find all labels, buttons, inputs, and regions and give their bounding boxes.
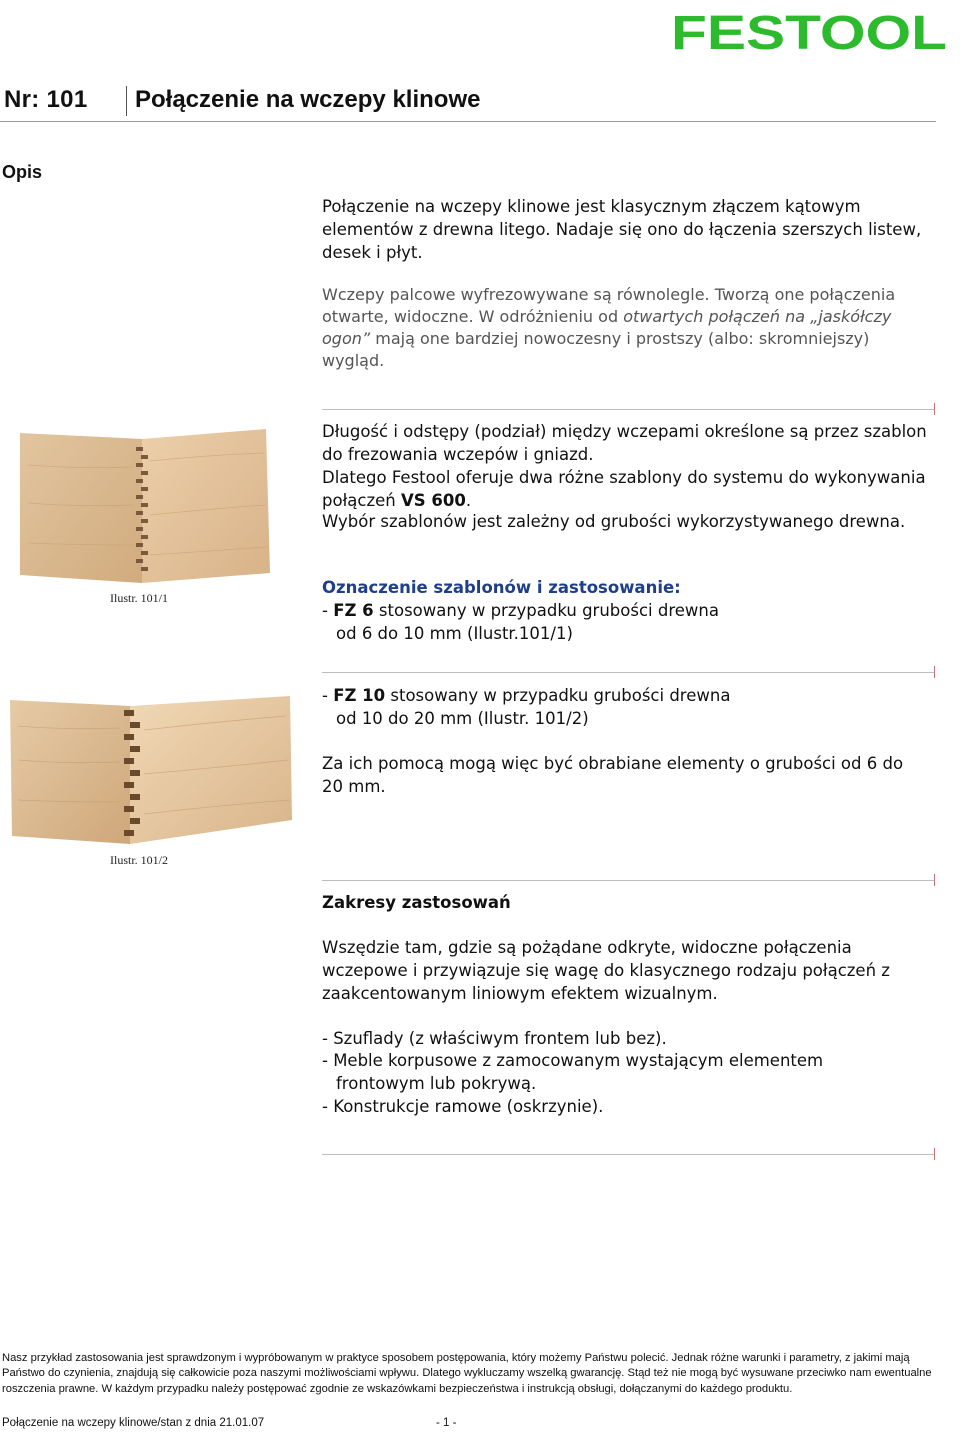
separator-tick [934,666,935,678]
templates-p2-end: . [465,491,472,510]
page-title: Połączenie na wczepy klinowe [135,86,481,113]
intro-paragraph-1: Połączenie na wczepy klinowe jest klasycznym złączem kątowym elementów z drewna litego. Nadaje się ono do łączenia szerszych listew, desek i płyt. [322,197,922,262]
application-item-2: - Meble korpusowe z zamocowanym wystającym elementem [322,1051,824,1070]
document-number: Nr: 101 [4,86,88,113]
templates-p2-text: Dlatego Festool oferuje dwa różne szablony do systemu do wykonywania połączeń [322,468,926,510]
application-item-3: - Konstrukcje ramowe (oskrzynie). [322,1097,604,1116]
applications-paragraph: Wszędzie tam, gdzie są pożądane odkryte, widoczne połączenia wczepowe i przywiązuje się wagę do klasycznego rodzaju połączeń z zaakcentowanym liniowym efektem wizualnym. [322,938,890,1003]
fz6-label: FZ 6 [333,601,374,620]
separator [322,880,934,881]
fz6-text: stosowany w przypadku grubości drewna [373,601,719,620]
templates-paragraph-1: Długość i odstępy (podział) między wczepami określone są przez szablon do frezowania wczepów i gniazd. [322,422,927,464]
figure-caption-1: Ilustr. 101/1 [110,591,169,605]
separator [322,1154,934,1155]
fz6-range: od 6 do 10 mm (Ilustr.101/1) [336,624,573,643]
templates-paragraph-2 [322,466,934,512]
templates-summary: Za ich pomocą mogą więc być obrabiane elementy o grubości od 6 do 20 mm. [322,754,904,796]
application-item-2-cont: frontowym lub pokrywą. [336,1074,537,1093]
intro-p2-italic: otwartych połączeń na „jaskółczy ogon” [322,307,892,348]
footer-page-number: - 1 - [436,1417,457,1429]
fz10-dash: - [322,686,334,705]
applications-heading: Zakresy zastosowań [322,893,511,912]
vs600-label: VS 600 [400,491,466,510]
section-heading-opis: Opis [2,162,43,182]
fz10-label: FZ 10 [333,686,386,705]
joint-photo-fz6 [8,425,278,585]
separator [322,672,934,673]
fz10-line [322,684,730,707]
footer-disclaimer: Nasz przykład zastosowania jest sprawdzonym i wypróbowanym w praktyce sposobem postępowania, który możemy Państwu polecić. Jednak różne warunki i parametry, z jakimi mają Państwo do czynienia, znajdują się całkowicie poza naszymi możliwościami wpływu. Dlatego wykluczamy wszelką gwarancję. Stąd też nie mogą być wysuwane przeciwko nam ewentualne roszczenia prawne. W każdym przypadku należy postępować zgodnie ze wskazówkami bezpieczeństwa i instrukcją obsługi, dołączanymi do każdego produktu. [2,1352,932,1395]
footer-doc-status: Połączenie na wczepy klinowe/stan z dnia 21.01.07 [2,1417,265,1429]
fz6-line [322,599,719,622]
separator-tick [934,403,935,415]
separator-tick [934,874,935,886]
application-item-1: - Szuflady (z właściwym frontem lub bez). [322,1029,667,1048]
fz10-range: od 10 do 20 mm (Ilustr. 101/2) [336,709,589,728]
figure-caption-2: Ilustr. 101/2 [110,853,169,867]
title-rule [0,121,936,122]
fz10-text: stosowany w przypadku grubości drewna [385,686,731,705]
festool-logo [668,8,950,56]
intro-p2-text: Wczepy palcowe wyfrezowywane są równolegle. Tworzą one połączenia otwarte, widoczne. W odróżnieniu od [322,285,896,326]
title-divider [126,86,127,116]
joint-photo-fz10 [4,690,294,850]
intro-paragraph-2 [322,284,902,372]
templates-heading: Oznaczenie szablonów i zastosowanie: [322,578,681,597]
intro-p2-text-end: mają one bardziej nowoczesny i prostszy (albo: skromniejszy) wygląd. [322,329,870,370]
separator [322,409,934,410]
logo-text: FESTOOL [671,8,947,56]
fz6-dash: - [322,601,334,620]
separator-tick [934,1148,935,1160]
templates-paragraph-3: Wybór szablonów jest zależny od grubości wykorzystywanego drewna. [322,512,906,531]
